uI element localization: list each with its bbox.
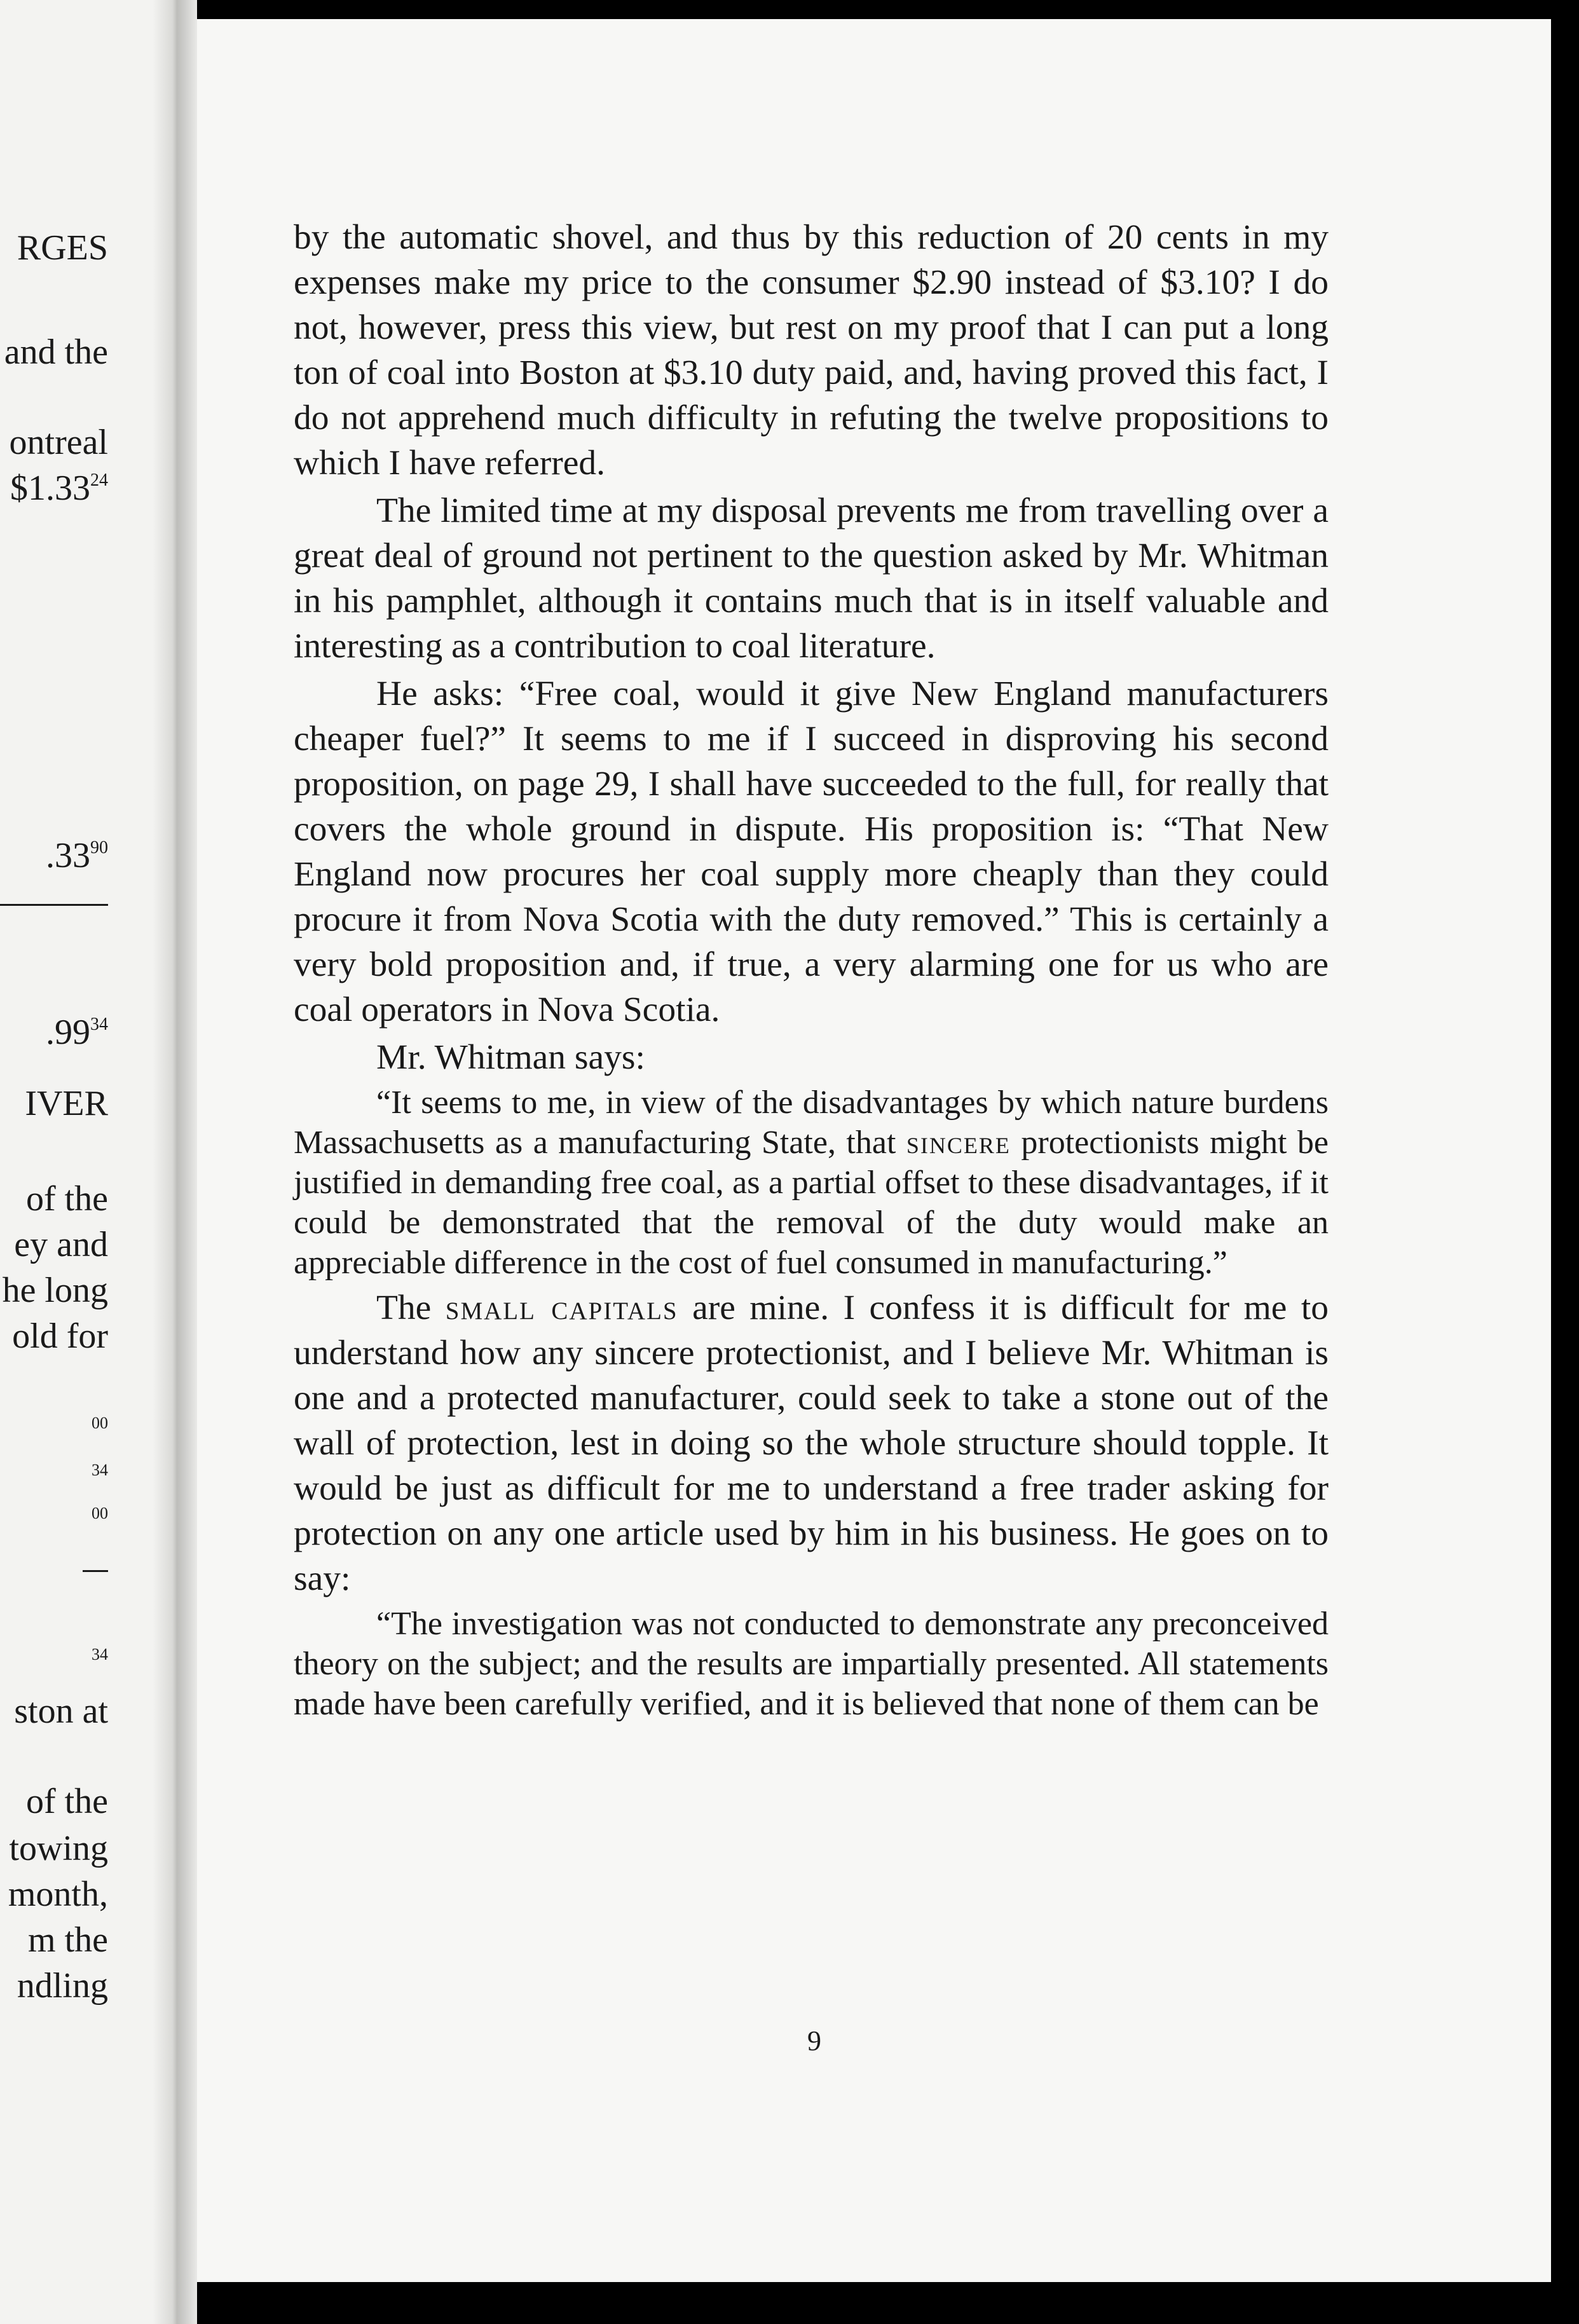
facing-rule: [0, 904, 108, 906]
facing-line: ontreal: [9, 423, 108, 462]
facing-line: of the: [25, 1782, 108, 1821]
facing-line: 00: [92, 1504, 108, 1522]
book-gutter: [153, 0, 197, 2324]
paragraph: The small capitals are mine. I confess it is difficult for me to understand how any sincere protectionist, and I believe Mr. Whitman is one and a protected manufacturer, could seek to take a stone out of the wall of protection, lest in doing so the whole structure should topple. It would be just as difficult for me to understand a free trader asking for protection on any one article used by him in his business. He goes on to say:: [294, 1288, 1329, 1598]
page-number: 9: [807, 2025, 821, 2056]
facing-line: he long: [2, 1271, 108, 1310]
facing-line: month,: [8, 1875, 108, 1914]
block-quote: “The investigation was not conducted to demonstrate any preconceived theory on the subject; and the results are impartially presented. All statements made have been carefully verified, and it is believed that none of them can be: [294, 1606, 1329, 1722]
paragraph: by the automatic shovel, and thus by this reduction of 20 cents in my expenses make my price to the consumer $2.90 instead of $3.10? I do not, however, press this view, but rest on my proof that I can put a long ton of coal into Boston at $3.10 duty paid, and, having proved this fact, I do not apprehend much difficulty in refuting the twelve propositions to which I have referred.: [294, 218, 1329, 482]
facing-line: towing: [9, 1829, 108, 1868]
facing-rule: [83, 1570, 108, 1572]
facing-line: ston at: [14, 1692, 108, 1731]
facing-line: IVER: [25, 1084, 108, 1123]
paragraph: He asks: “Free coal, would it give New England manufacturers cheaper fuel?” It seems to me if I succeed in disproving his second proposition, on page 29, I shall have succeeded to the full, for really that covers the whole ground in dispute. His proposition is: “That New England now procures her coal supply more cheaply than they could procure it from Nova Scotia with the duty removed.” This is certainly a very bold proposition and, if true, a very alarming one for us who are coal operators in Nova Scotia.: [294, 674, 1329, 1029]
facing-line: 34: [92, 1461, 108, 1479]
facing-line: $.33^{90}$: [46, 836, 108, 875]
small-caps-phrase: small capitals: [445, 1288, 678, 1327]
paragraph: The limited time at my disposal prevents me from travelling over a great deal of ground not pertinent to the question asked by Mr. Whitman in his pamphlet, although it contains much that is in itself valuable and interesting as a contribution to coal literature.: [294, 491, 1329, 666]
facing-line: of the: [25, 1179, 108, 1219]
small-caps-word: sincere: [906, 1124, 1011, 1161]
paragraph: Mr. Whitman says:: [376, 1038, 645, 1077]
facing-line: 34: [92, 1645, 108, 1664]
facing-line: $.99^{34}$: [46, 1013, 108, 1052]
facing-page: [0, 0, 153, 2324]
facing-line: old for: [12, 1316, 108, 1356]
block-quote: “It seems to me, in view of the disadvantages by which nature burdens Massachusetts as a manufacturing State, that sincere protectionists might be justified in demanding free coal, as a partial offset to these disadvantages, if it could be demonstrated that the removal of the duty would make an appreciable difference in the cost of fuel consumed in manufacturing.”: [294, 1084, 1329, 1281]
body-text: [294, 215, 1329, 1724]
facing-line: ndling: [17, 1966, 108, 2006]
facing-line: 00: [92, 1414, 108, 1432]
facing-line: and the: [4, 332, 108, 372]
facing-line: $1.33$^{24}$: [10, 468, 108, 508]
facing-line: RGES: [17, 228, 108, 268]
facing-line: m the: [28, 1920, 108, 1960]
facing-line: ey and: [14, 1225, 108, 1264]
